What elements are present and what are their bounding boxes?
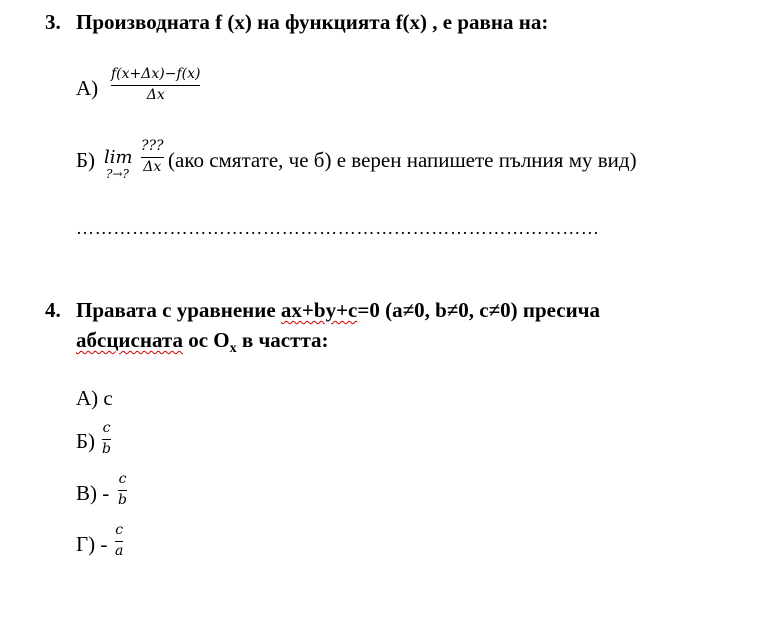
q4-text-2-subscript: x bbox=[229, 341, 237, 357]
q4-option-a: А) с bbox=[76, 386, 113, 410]
q4-option-d-label: Г) - bbox=[76, 532, 108, 556]
fraction-bar bbox=[102, 439, 111, 440]
q3-option-b-text: (ако смятате, че б) е верен напишете пълния му вид) bbox=[168, 148, 637, 172]
q3-answer-line: ………………………………………………………………………… bbox=[76, 218, 600, 238]
q3-option-a-label: А) bbox=[76, 76, 99, 100]
question-4-text-line-2 bbox=[76, 328, 329, 361]
question-4-text-line-1 bbox=[76, 298, 600, 322]
q3-option-a-numerator: f(x+Δx)−f(x) bbox=[111, 66, 201, 82]
fraction-bar bbox=[115, 541, 123, 542]
q3-option-b-lim-subscript: ?→? bbox=[106, 167, 129, 181]
q4-option-c-label: В) - bbox=[76, 481, 110, 505]
q3-option-b-numerator: ??? bbox=[141, 138, 164, 154]
q4-text-1c: =0 (a≠0, b≠0, c≠0) пресича bbox=[357, 298, 601, 322]
q4-option-c-numerator: c bbox=[118, 471, 127, 487]
fraction-bar bbox=[111, 85, 200, 86]
question-4-number: 4. bbox=[45, 298, 61, 322]
fraction-bar bbox=[118, 490, 127, 491]
q4-option-b-label: Б) bbox=[76, 429, 96, 453]
q4-text-2c: в частта: bbox=[236, 328, 329, 352]
q4-text-1a: Правата с уравнение bbox=[76, 298, 281, 322]
q4-text-1b: ax+by+c bbox=[280, 298, 358, 322]
q3-option-b-label: Б) bbox=[76, 148, 96, 172]
q4-text-2b: ос O bbox=[182, 328, 230, 352]
q4-text-2a: абсцисната bbox=[76, 328, 183, 352]
q3-option-b-lim: lim bbox=[104, 147, 133, 168]
q3-option-a-fraction bbox=[111, 66, 200, 104]
fraction-bar bbox=[141, 157, 164, 158]
q4-option-b-numerator: c bbox=[102, 420, 111, 436]
q4-option-d-denominator: a bbox=[115, 543, 124, 559]
q3-option-a-denominator: Δx bbox=[146, 87, 165, 103]
q3-option-b-denominator: Δx bbox=[143, 159, 162, 175]
q3-option-b-fraction bbox=[141, 138, 164, 176]
question-3-text: Производната f (x) на функцията f(x) , е равна на: bbox=[76, 10, 549, 34]
q4-option-d-fraction bbox=[115, 522, 123, 560]
q4-option-c-denominator: b bbox=[118, 492, 127, 508]
q4-option-c-fraction bbox=[118, 471, 127, 509]
q4-option-b-fraction bbox=[102, 420, 111, 458]
q4-option-d-numerator: c bbox=[115, 522, 124, 538]
question-3-number: 3. bbox=[45, 10, 61, 34]
q4-option-b-denominator: b bbox=[102, 441, 111, 457]
